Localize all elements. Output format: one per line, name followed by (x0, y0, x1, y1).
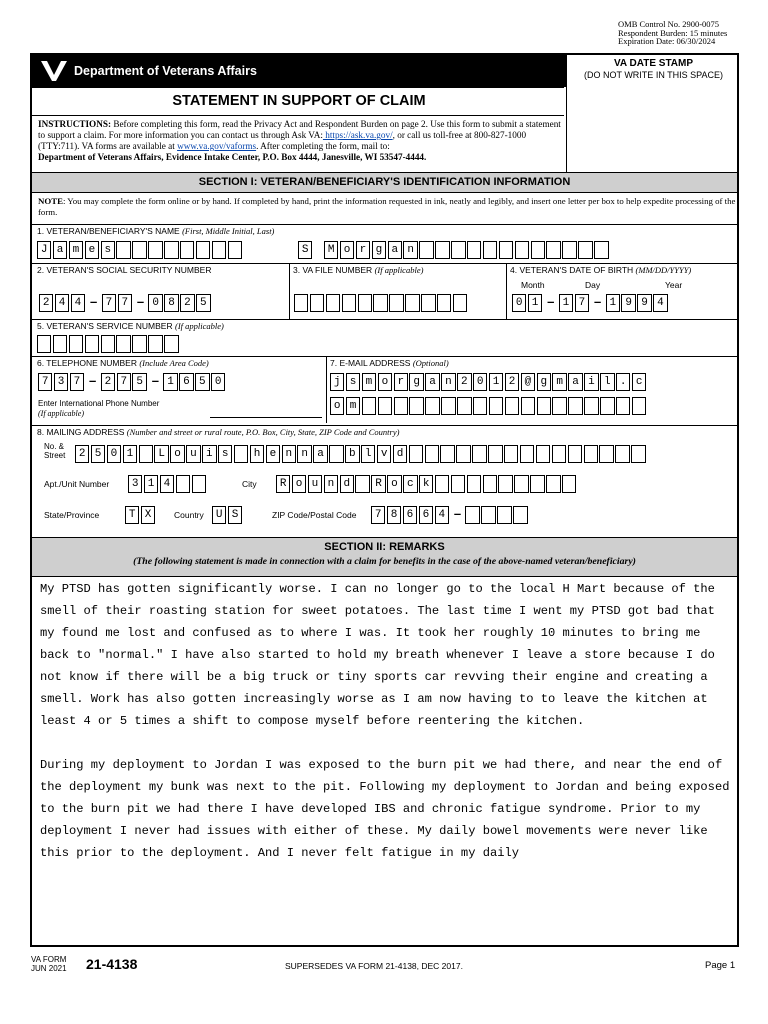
char-box[interactable] (435, 475, 449, 493)
char-box[interactable] (599, 445, 613, 463)
char-box[interactable] (546, 241, 560, 259)
street-label-line: No. & (44, 442, 65, 451)
name-label (37, 226, 274, 236)
char-box[interactable]: i (202, 445, 216, 463)
char-box[interactable]: m (69, 241, 83, 259)
char-box[interactable]: 2 (505, 373, 519, 391)
char-box[interactable] (451, 475, 465, 493)
char-box[interactable] (632, 397, 646, 415)
divider (32, 224, 737, 225)
char-box[interactable]: 4 (653, 294, 667, 312)
char-box[interactable] (234, 445, 248, 463)
char-box[interactable] (568, 445, 582, 463)
email-field-line-1[interactable] (330, 373, 648, 391)
telephone-label (37, 358, 209, 368)
char-box[interactable]: g (372, 241, 386, 259)
char-box[interactable] (294, 294, 308, 312)
char-box[interactable] (562, 241, 576, 259)
char-box[interactable] (419, 241, 433, 259)
char-box[interactable]: X (141, 506, 155, 524)
label-hint: (Include Area Code) (139, 358, 209, 368)
city-field[interactable] (276, 475, 578, 493)
dob-field[interactable] (512, 294, 669, 312)
form-number: 21-4138 (86, 956, 138, 972)
email-label (330, 358, 449, 368)
street-label (44, 442, 65, 460)
char-box[interactable] (457, 397, 471, 415)
char-box[interactable]: a (313, 445, 327, 463)
char-box[interactable] (499, 241, 513, 259)
label-text: 1. VETERAN/BENEFICIARY'S NAME (37, 226, 183, 236)
char-box[interactable]: S (228, 506, 242, 524)
char-box[interactable] (53, 335, 67, 353)
char-box[interactable]: 2 (101, 373, 115, 391)
char-box[interactable] (425, 445, 439, 463)
char-box[interactable]: 5 (196, 294, 210, 312)
char-box[interactable]: n (441, 373, 455, 391)
char-box[interactable]: r (356, 241, 370, 259)
char-box[interactable] (37, 335, 51, 353)
divider (289, 263, 290, 319)
char-box[interactable] (488, 445, 502, 463)
apt-label: Apt./Unit Number (44, 479, 110, 489)
char-box[interactable]: 2 (180, 294, 194, 312)
char-box[interactable]: 1 (489, 373, 503, 391)
char-box[interactable] (451, 241, 465, 259)
label-hint: (If applicable) (374, 265, 424, 275)
char-box[interactable]: 0 (211, 373, 225, 391)
va-file-number-label (293, 265, 423, 275)
char-box[interactable]: @ (521, 373, 535, 391)
char-box[interactable]: 0 (512, 294, 526, 312)
char-box[interactable]: g (537, 373, 551, 391)
char-box[interactable] (483, 475, 497, 493)
label-text: 4. VETERAN'S DATE OF BIRTH (510, 265, 636, 275)
va-form-text: VA FORM (31, 955, 67, 964)
va-logo-icon (40, 59, 68, 83)
ask-va-link[interactable]: https://ask.va.gov/ (322, 130, 393, 140)
char-box[interactable] (329, 445, 343, 463)
char-box[interactable]: 5 (195, 373, 209, 391)
char-box[interactable]: n (297, 445, 311, 463)
char-box[interactable]: s (346, 373, 360, 391)
char-box[interactable] (139, 445, 153, 463)
char-box[interactable]: d (340, 475, 354, 493)
char-box[interactable]: J (37, 241, 51, 259)
char-box[interactable]: c (632, 373, 646, 391)
char-box[interactable]: e (85, 241, 99, 259)
char-box[interactable]: 7 (38, 373, 52, 391)
char-box[interactable]: e (266, 445, 280, 463)
char-box[interactable] (435, 241, 449, 259)
char-box[interactable] (116, 335, 130, 353)
char-box[interactable] (440, 445, 454, 463)
char-box[interactable]: 1 (559, 294, 573, 312)
va-date-stamp-title: VA DATE STAMP (613, 58, 694, 69)
char-box[interactable]: 1 (606, 294, 620, 312)
char-box[interactable] (594, 241, 608, 259)
char-box[interactable]: 8 (387, 506, 401, 524)
char-box[interactable] (616, 397, 630, 415)
char-box[interactable]: . (616, 373, 630, 391)
divider (32, 356, 737, 357)
char-box[interactable] (228, 241, 242, 259)
char-box[interactable]: o (170, 445, 184, 463)
middle-initial-field[interactable] (298, 241, 314, 259)
char-box[interactable]: o (330, 397, 344, 415)
char-box[interactable]: U (212, 506, 226, 524)
agency-banner (32, 55, 566, 87)
supersedes-note: SUPERSEDES VA FORM 21-4138, DEC 2017. (285, 961, 463, 971)
char-box[interactable]: 7 (102, 294, 116, 312)
dob-year-label: Year (665, 280, 683, 290)
char-box[interactable] (176, 475, 190, 493)
zip-field[interactable] (371, 506, 529, 524)
char-box[interactable]: o (340, 241, 354, 259)
separator-dash: – (89, 373, 97, 388)
completion-note (38, 196, 738, 218)
char-box[interactable]: 1 (144, 475, 158, 493)
char-box[interactable] (505, 397, 519, 415)
char-box[interactable] (465, 506, 479, 524)
char-box[interactable]: a (53, 241, 67, 259)
char-box[interactable] (358, 294, 372, 312)
char-box[interactable] (425, 397, 439, 415)
service-number-label (37, 321, 224, 331)
char-box[interactable] (148, 335, 162, 353)
char-box[interactable] (85, 335, 99, 353)
form-frame (30, 53, 739, 947)
char-box[interactable]: 6 (179, 373, 193, 391)
char-box[interactable]: o (292, 475, 306, 493)
char-box[interactable]: L (154, 445, 168, 463)
char-box[interactable]: 2 (39, 294, 53, 312)
char-box[interactable] (552, 445, 566, 463)
char-box[interactable] (373, 294, 387, 312)
char-box[interactable]: u (186, 445, 200, 463)
agency-name: Department of Veterans Affairs (74, 64, 257, 78)
char-box[interactable] (394, 397, 408, 415)
separator-dash: – (90, 294, 98, 309)
char-box[interactable]: 4 (435, 506, 449, 524)
separator-dash: – (151, 373, 159, 388)
label-hint: (First, Middle Initial, Last) (182, 226, 275, 236)
char-box[interactable] (600, 397, 614, 415)
intl-phone-label: Enter International Phone Number (38, 399, 160, 408)
char-box[interactable] (537, 397, 551, 415)
char-box[interactable]: l (361, 445, 375, 463)
state-field[interactable] (125, 506, 157, 524)
char-box[interactable]: R (371, 475, 385, 493)
char-box[interactable]: 0 (148, 294, 162, 312)
first-name-field[interactable] (37, 241, 244, 259)
char-box[interactable] (164, 241, 178, 259)
divider (32, 192, 737, 193)
country-field[interactable] (212, 506, 244, 524)
separator-dash: – (547, 294, 555, 309)
char-box[interactable] (514, 475, 528, 493)
char-box[interactable] (631, 445, 645, 463)
instructions-text: Before completing this form, read the Privacy Act and Respondent Burden on page 2. Use this form to submit a statement to support a claim. For more information you can contact us through Ask VA: (38, 119, 561, 140)
form-id-label (31, 955, 67, 973)
char-box[interactable] (504, 445, 518, 463)
char-box[interactable]: 5 (91, 445, 105, 463)
char-box[interactable] (531, 241, 545, 259)
omb-control-number: OMB Control No. 2900-0075 (618, 19, 720, 29)
apt-field[interactable] (128, 475, 207, 493)
mailing-address-label (37, 427, 399, 437)
char-box[interactable]: 3 (128, 475, 142, 493)
char-box[interactable] (441, 397, 455, 415)
note-text: : You may complete the form online or by hand. If completed by hand, print the information requested in ink, neatly and legibly, and insert one letter per box to help expedite processing of the form. (38, 196, 736, 217)
char-box[interactable] (489, 397, 503, 415)
zip-label: ZIP Code/Postal Code (272, 510, 357, 520)
char-box[interactable] (164, 335, 178, 353)
separator-dash: – (453, 506, 462, 521)
street-field[interactable] (75, 445, 647, 463)
label-hint: (Optional) (412, 358, 449, 368)
char-box[interactable] (132, 335, 146, 353)
char-box[interactable]: m (552, 373, 566, 391)
page-number: Page 1 (705, 960, 736, 971)
stamp-divider (566, 55, 567, 173)
dob-label (510, 265, 691, 275)
char-box[interactable] (132, 241, 146, 259)
instructions-text: . After completing the form, mail to: (256, 141, 390, 151)
email-field-line-2[interactable] (330, 397, 648, 415)
char-box[interactable]: 7 (575, 294, 589, 312)
char-box[interactable] (521, 397, 535, 415)
separator-dash: – (136, 294, 145, 309)
char-box[interactable]: c (403, 475, 417, 493)
state-label: State/Province (44, 510, 100, 520)
char-box[interactable]: 8 (164, 294, 178, 312)
char-box[interactable]: g (409, 373, 423, 391)
char-box[interactable]: 4 (160, 475, 174, 493)
char-box[interactable] (520, 445, 534, 463)
service-number-field[interactable] (37, 335, 180, 353)
char-box[interactable] (180, 241, 194, 259)
char-box[interactable]: 2 (457, 373, 471, 391)
expiration-date: Expiration Date: 06/30/2024 (618, 36, 716, 46)
char-box[interactable]: 1 (528, 294, 542, 312)
char-box[interactable]: 7 (371, 506, 385, 524)
divider (32, 576, 737, 577)
char-box[interactable] (409, 445, 423, 463)
char-box[interactable] (530, 475, 544, 493)
char-box[interactable]: o (378, 373, 392, 391)
label-hint: (If applicable) (174, 321, 224, 331)
char-box[interactable]: 7 (117, 373, 131, 391)
char-box[interactable] (310, 294, 324, 312)
char-box[interactable] (326, 294, 340, 312)
char-box[interactable]: S (298, 241, 312, 259)
char-box[interactable]: n (282, 445, 296, 463)
va-forms-link[interactable]: www.va.gov/vaforms (177, 141, 257, 151)
char-box[interactable] (389, 294, 403, 312)
char-box[interactable] (546, 475, 560, 493)
char-box[interactable] (437, 294, 451, 312)
mailing-instruction: Department of Veterans Affairs, Evidence Intake Center, P.O. Box 4444, Janesville, WI 53547-4444. (38, 152, 427, 162)
char-box[interactable]: 6 (419, 506, 433, 524)
char-box[interactable] (467, 241, 481, 259)
country-label: Country (174, 510, 204, 520)
char-box[interactable]: 6 (403, 506, 417, 524)
char-box[interactable] (552, 397, 566, 415)
char-box[interactable]: 4 (55, 294, 69, 312)
divider (32, 425, 737, 426)
char-box[interactable] (421, 294, 435, 312)
telephone-field[interactable] (38, 373, 227, 391)
char-box[interactable] (101, 335, 115, 353)
char-box[interactable] (536, 445, 550, 463)
char-box[interactable]: m (346, 397, 360, 415)
char-box[interactable] (467, 475, 481, 493)
char-box[interactable] (116, 241, 130, 259)
char-box[interactable]: n (324, 475, 338, 493)
note-label: NOTE (38, 196, 63, 206)
char-box[interactable]: R (276, 475, 290, 493)
section-2-header (32, 538, 737, 577)
respondent-burden: Respondent Burden: 15 minutes (618, 27, 728, 38)
divider (506, 263, 507, 319)
char-box[interactable] (513, 506, 527, 524)
separator-dash: – (593, 294, 602, 309)
char-box[interactable] (562, 475, 576, 493)
char-box[interactable]: 0 (107, 445, 121, 463)
char-box[interactable] (483, 241, 497, 259)
intl-phone-hint: (If applicable) (38, 409, 84, 418)
divider (32, 87, 564, 88)
char-box[interactable]: 5 (132, 373, 146, 391)
section-2-subtitle: (The following statement is made in connection with a claim for benefits in the case of the above-named veteran/beneficiary) (133, 556, 636, 567)
divider (32, 319, 737, 320)
char-box[interactable]: a (388, 241, 402, 259)
form-date: JUN 2021 (31, 964, 67, 973)
char-box[interactable]: 7 (118, 294, 132, 312)
char-box[interactable]: r (394, 373, 408, 391)
char-box[interactable] (473, 397, 487, 415)
intl-phone-input[interactable] (210, 417, 322, 418)
char-box[interactable]: 9 (621, 294, 635, 312)
char-box[interactable]: u (308, 475, 322, 493)
char-box[interactable] (568, 397, 582, 415)
label-text: 7. E-MAIL ADDRESS (330, 358, 413, 368)
divider (32, 115, 564, 116)
char-box[interactable]: 3 (54, 373, 68, 391)
char-box[interactable] (584, 445, 598, 463)
char-box[interactable]: l (600, 373, 614, 391)
char-box[interactable]: 7 (70, 373, 84, 391)
char-box[interactable] (498, 475, 512, 493)
label-hint: (Number and street or rural route, P.O. Box, City, State, ZIP Code and Country) (126, 427, 400, 437)
remarks-paragraph: My PTSD has gotten significantly worse. I can no longer go to the local H Mart because of the smell of their roasting station for sweet potatoes. The last time I went my PTSD got bad that my found me lost and confused as to where I was. It took her roughly 10 minutes to bring me back to "normal." I have also started to hold my breath whenever I leave a store because I do not know if there will be a big truck or tiny sports car revving their engine and creating a smell. Work has also gotten increasingly worse as I am now having to to leave the kitchen at least 4 or 5 times a shift to compose myself before reentering the kitchen. (40, 582, 715, 728)
va-date-stamp-note: (DO NOT WRITE IN THIS SPACE) (583, 70, 723, 80)
char-box[interactable] (615, 445, 629, 463)
char-box[interactable]: 1 (123, 445, 137, 463)
char-box[interactable]: a (425, 373, 439, 391)
char-box[interactable]: 0 (473, 373, 487, 391)
ssn-field[interactable] (39, 294, 212, 312)
char-box[interactable]: k (419, 475, 433, 493)
char-box[interactable]: b (345, 445, 359, 463)
section-2-title: SECTION II: REMARKS (324, 541, 445, 553)
char-box[interactable]: s (218, 445, 232, 463)
omb-info (618, 20, 727, 46)
char-box[interactable] (409, 397, 423, 415)
char-box[interactable] (378, 397, 392, 415)
char-box[interactable] (515, 241, 529, 259)
label-text: 3. VA FILE NUMBER (293, 265, 375, 275)
char-box[interactable]: d (393, 445, 407, 463)
divider (32, 263, 737, 264)
char-box[interactable] (578, 241, 592, 259)
street-label-line: Street (44, 451, 66, 460)
char-box[interactable] (192, 475, 206, 493)
char-box[interactable]: n (403, 241, 417, 259)
divider (326, 356, 327, 423)
char-box[interactable]: 2 (75, 445, 89, 463)
last-name-field[interactable] (324, 241, 610, 259)
char-box[interactable] (584, 397, 598, 415)
char-box[interactable]: a (568, 373, 582, 391)
label-hint: (MM/DD/YYYY) (635, 265, 692, 275)
label-text: 8. MAILING ADDRESS (37, 427, 127, 437)
remarks-paragraph: During my deployment to Jordan I was exposed to the burn pit we had there, and near the end of the deployment my bunk was next to the pit. Following my deployment to Jordan and being exposed to the burn pit we had there I have developed IBS and chronic fatigue syndrome. Prior to my deployment I never had issues with either of these. My daily bowel movements were never like this prior to the deployment. And I never felt fatigue in my daily (40, 758, 730, 860)
char-box[interactable]: M (324, 241, 338, 259)
dob-day-label: Day (585, 280, 601, 290)
va-file-number-field[interactable] (294, 294, 469, 312)
char-box[interactable]: 9 (637, 294, 651, 312)
city-label: City (242, 479, 257, 489)
char-box[interactable] (481, 506, 495, 524)
char-box[interactable]: 1 (163, 373, 177, 391)
char-box[interactable] (196, 241, 210, 259)
char-box[interactable]: j (330, 373, 344, 391)
char-box[interactable]: 4 (71, 294, 85, 312)
label-text: 5. VETERAN'S SERVICE NUMBER (37, 321, 175, 331)
char-box[interactable] (405, 294, 419, 312)
char-box[interactable]: i (584, 373, 598, 391)
form-title: STATEMENT IN SUPPORT OF CLAIM (172, 93, 426, 109)
char-box[interactable]: o (387, 475, 401, 493)
instructions-text: , or call us toll-free at 800-827-1000 (TTY:711). VA forms are available at (38, 130, 527, 151)
char-box[interactable]: h (250, 445, 264, 463)
char-box[interactable]: m (362, 373, 376, 391)
char-box[interactable] (456, 445, 470, 463)
instructions (38, 119, 562, 163)
char-box[interactable] (355, 475, 369, 493)
char-box[interactable] (497, 506, 511, 524)
dob-month-label: Month (521, 280, 545, 290)
char-box[interactable]: T (125, 506, 139, 524)
char-box[interactable] (148, 241, 162, 259)
char-box[interactable] (342, 294, 356, 312)
remarks-textarea[interactable] (40, 578, 730, 864)
char-box[interactable] (453, 294, 467, 312)
section-1-header: SECTION I: VETERAN/BENEFICIARY'S IDENTIFICATION INFORMATION (32, 173, 737, 192)
char-box[interactable]: s (101, 241, 115, 259)
char-box[interactable]: v (377, 445, 391, 463)
char-box[interactable] (362, 397, 376, 415)
char-box[interactable] (212, 241, 226, 259)
instructions-label: INSTRUCTIONS: (38, 119, 112, 129)
char-box[interactable] (69, 335, 83, 353)
ssn-label: 2. VETERAN'S SOCIAL SECURITY NUMBER (37, 265, 212, 275)
label-text: 6. TELEPHONE NUMBER (37, 358, 140, 368)
char-box[interactable] (472, 445, 486, 463)
